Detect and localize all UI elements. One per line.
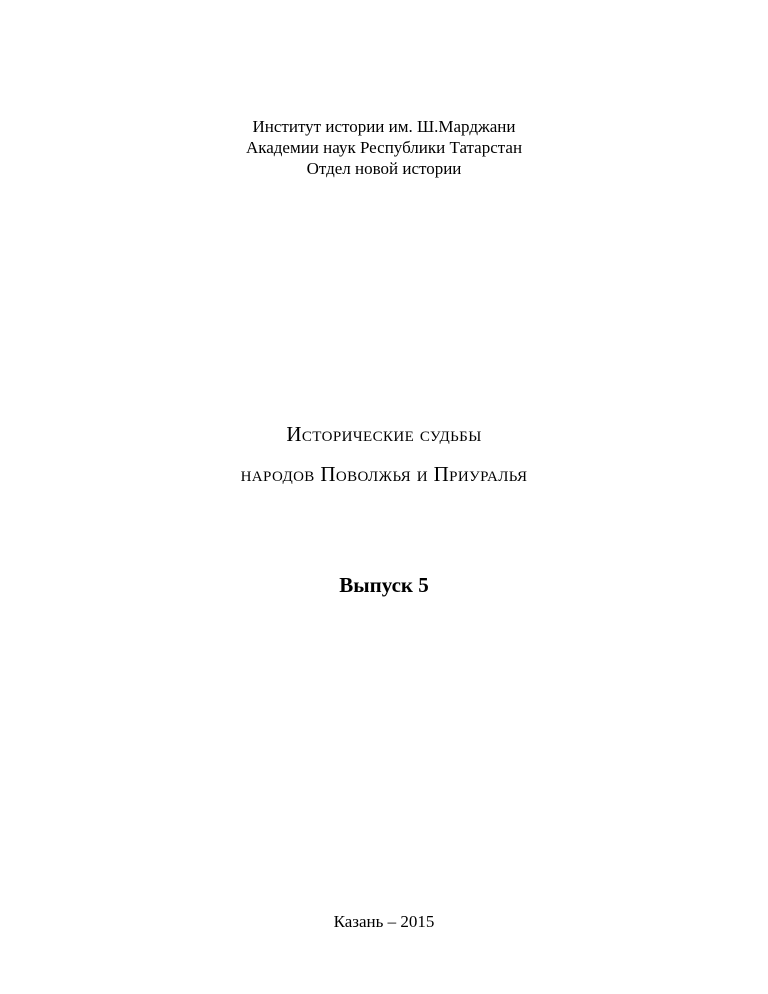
academy-name: Академии наук Республики Татарстан [245,138,523,157]
institution-name: Институт истории им. Ш.Марджани [252,117,516,136]
imprint-place-year: Казань – 2015 [333,912,435,931]
book-title-line-2: народов Поволжья и Приуралья [240,462,528,486]
issue-number: Выпуск 5 [339,573,429,597]
department-name: Отдел новой истории [306,159,462,178]
institution-block [0,116,768,179]
book-title-line-1: Исторические судьбы [286,422,482,446]
book-title [0,414,768,494]
